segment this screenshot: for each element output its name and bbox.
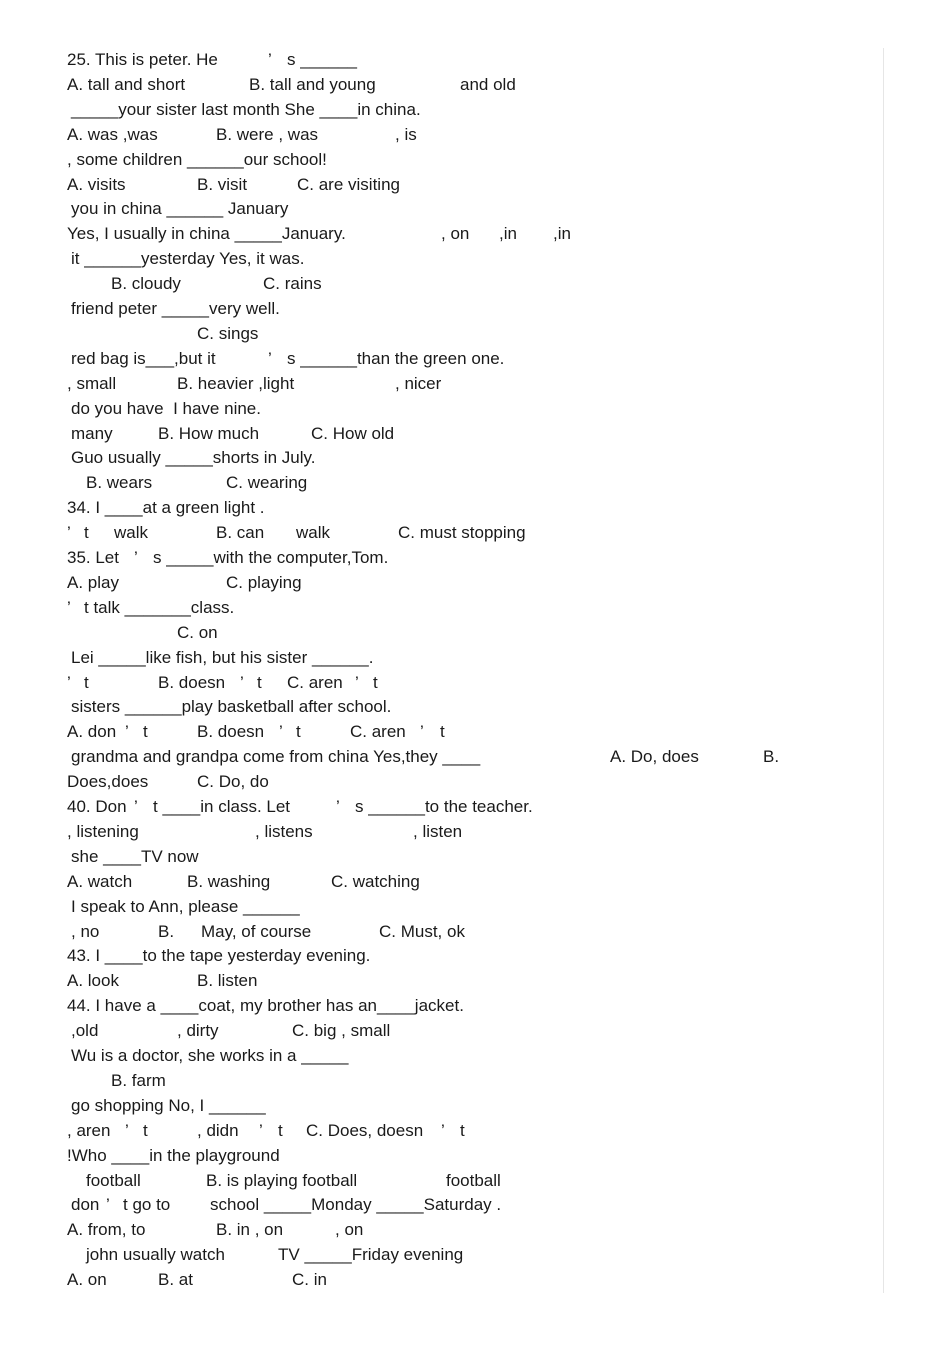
text-segment: school _____Monday _____Saturday . bbox=[210, 1195, 502, 1215]
text-segment: t ____in class. Let bbox=[153, 797, 291, 816]
text-segment: , listen bbox=[413, 821, 463, 841]
text-segment: ’ bbox=[134, 797, 138, 816]
text-segment: C. are visiting bbox=[297, 174, 400, 194]
text-segment: ’ bbox=[336, 797, 340, 816]
text-segment: t bbox=[296, 722, 301, 742]
text-segment: red bag is___,but it bbox=[71, 348, 216, 368]
text-segment: Lei _____like fish, but his sister ______. bbox=[71, 647, 374, 667]
text-segment: ’ bbox=[268, 50, 272, 69]
text-segment: t bbox=[84, 672, 89, 692]
text-segment: , listening bbox=[67, 821, 139, 841]
text-segment: ’ bbox=[67, 597, 71, 617]
text-segment: A. don bbox=[67, 722, 117, 742]
text-segment: t bbox=[143, 1120, 148, 1140]
text-segment: go shopping No, I ______ bbox=[71, 1095, 266, 1115]
text-segment: B. in , on bbox=[216, 1220, 284, 1240]
text-segment: C. rains bbox=[263, 274, 322, 294]
text-segment: B. tall and young bbox=[249, 74, 376, 94]
text-segment: May, of course bbox=[201, 921, 312, 941]
text-segment: !Who ____in the playground bbox=[67, 1145, 280, 1165]
text-segment: A. look bbox=[67, 971, 119, 991]
text-segment: , small bbox=[67, 373, 117, 393]
text-segment: C. on bbox=[177, 622, 218, 642]
text-segment: many bbox=[71, 423, 113, 443]
text-segment: walk bbox=[296, 523, 331, 543]
text-segment: ’ bbox=[240, 672, 244, 692]
text-segment: B. visit bbox=[197, 174, 248, 194]
text-segment: and old bbox=[460, 74, 516, 94]
text-segment: B. farm bbox=[111, 1070, 166, 1090]
text-segment: s _____with the computer,Tom. bbox=[153, 548, 389, 567]
text-segment: t bbox=[143, 722, 148, 742]
text-segment: B. bbox=[158, 921, 175, 941]
text-segment: C. watching bbox=[331, 871, 420, 891]
text-segment: s ______to the teacher. bbox=[355, 797, 533, 816]
text-segment: she ____TV now bbox=[71, 846, 199, 866]
text-segment: ’ bbox=[125, 1120, 129, 1140]
text-segment: s ______than the green one. bbox=[287, 348, 505, 368]
text-segment: t go to bbox=[123, 1195, 171, 1215]
text-segment: , on bbox=[441, 224, 470, 244]
text-segment: C. wearing bbox=[226, 473, 308, 493]
text-segment: you in china ______ January bbox=[71, 199, 289, 219]
text-segment: Does,does bbox=[67, 772, 149, 792]
text-segment: A. was ,was bbox=[67, 124, 158, 144]
text-segment: t bbox=[84, 523, 89, 543]
text-segment: Guo usually _____shorts in July. bbox=[71, 448, 316, 468]
text-segment: friend peter _____very well. bbox=[71, 299, 280, 318]
text-segment: 25. This is peter. He bbox=[67, 50, 218, 69]
text-segment: john usually watch bbox=[86, 1245, 225, 1265]
text-segment: 34. I ____at a green light . bbox=[67, 498, 265, 518]
text-segment: it ______yesterday Yes, it was. bbox=[71, 249, 305, 269]
text-segment: C. Must, ok bbox=[379, 921, 465, 941]
text-segment: , listens bbox=[255, 821, 313, 841]
text-segment: I speak to Ann, please ______ bbox=[71, 896, 300, 916]
text-segment: C. must stopping bbox=[398, 523, 526, 543]
text-segment: 44. I have a ____coat, my brother has an____jacket. bbox=[67, 996, 464, 1016]
text-segment: ,in bbox=[499, 224, 517, 244]
text-segment: B. doesn bbox=[158, 672, 226, 692]
text-segment: B. How much bbox=[158, 423, 260, 443]
text-segment: C. aren bbox=[350, 722, 406, 742]
text-segment: , on bbox=[335, 1220, 364, 1240]
text-segment: TV _____Friday evening bbox=[278, 1245, 464, 1265]
text-segment: ’ bbox=[67, 523, 71, 543]
text-segment: A. watch bbox=[67, 871, 133, 891]
text-segment: football bbox=[86, 1170, 141, 1190]
text-segment: B. doesn bbox=[197, 722, 265, 742]
text-segment: B. washing bbox=[187, 871, 271, 891]
text-segment: , didn bbox=[197, 1120, 239, 1140]
text-segment: B. listen bbox=[197, 971, 258, 991]
text-segment: C. in bbox=[292, 1270, 327, 1290]
text-segment: , no bbox=[71, 921, 100, 941]
text-segment: B. is playing football bbox=[206, 1170, 358, 1190]
text-segment: C. Do, do bbox=[197, 772, 269, 792]
text-segment: ’ bbox=[420, 722, 424, 742]
text-segment: A. play bbox=[67, 572, 119, 592]
text-segment: A. on bbox=[67, 1270, 107, 1290]
text-segment: , is bbox=[395, 124, 417, 144]
text-segment: _____your sister last month She ____in china. bbox=[71, 99, 421, 119]
text-segment: C. How old bbox=[311, 423, 395, 443]
text-segment: C. playing bbox=[226, 572, 302, 592]
page-edge-rule bbox=[883, 48, 884, 1293]
text-segment: ,old bbox=[71, 1021, 99, 1041]
text-segment: grandma and grandpa come from china Yes,they ____ bbox=[71, 747, 481, 767]
text-segment: B. at bbox=[158, 1270, 193, 1290]
text-segment: t bbox=[460, 1120, 465, 1140]
text-segment: football bbox=[446, 1170, 501, 1190]
text-segment: , nicer bbox=[395, 373, 442, 393]
text-segment: ’ bbox=[259, 1120, 263, 1140]
text-segment: B. bbox=[763, 747, 780, 767]
text-segment: t talk _______class. bbox=[84, 597, 235, 617]
text-segment: ’ bbox=[125, 722, 129, 742]
text-segment: A. tall and short bbox=[67, 74, 186, 94]
text-segment: t bbox=[278, 1120, 283, 1140]
text-segment: A. visits bbox=[67, 174, 126, 194]
text-segment: B. heavier ,light bbox=[177, 373, 295, 393]
text-segment: C. big , small bbox=[292, 1021, 391, 1041]
text-segment: B. were , was bbox=[216, 124, 319, 144]
text-segment: don bbox=[71, 1195, 100, 1215]
text-segment: 35. Let bbox=[67, 548, 119, 567]
text-segment: sisters ______play basketball after school. bbox=[71, 697, 392, 717]
text-segment: walk bbox=[114, 523, 149, 543]
text-segment: , some children ______our school! bbox=[67, 149, 327, 169]
text-segment: s ______ bbox=[287, 50, 357, 69]
text-segment: ’ bbox=[134, 548, 138, 567]
text-segment: 43. I ____to the tape yesterday evening. bbox=[67, 946, 371, 966]
text-segment: ’ bbox=[355, 672, 359, 692]
text-segment: ,in bbox=[553, 224, 571, 244]
text-segment: Wu is a doctor, she works in a _____ bbox=[71, 1046, 349, 1065]
text-segment: t bbox=[257, 672, 262, 692]
text-segment: B. cloudy bbox=[111, 274, 181, 294]
text-segment: ’ bbox=[268, 348, 272, 368]
text-segment: ’ bbox=[106, 1195, 110, 1215]
text-segment: t bbox=[373, 672, 378, 692]
text-segment: C. aren bbox=[287, 672, 343, 692]
text-segment: ’ bbox=[67, 672, 71, 692]
text-segment: , dirty bbox=[177, 1021, 219, 1041]
text-segment: Yes, I usually in china _____January. bbox=[67, 224, 346, 244]
text-segment: C. sings bbox=[197, 323, 259, 343]
text-segment: ’ bbox=[279, 722, 283, 742]
text-segment: A. from, to bbox=[67, 1220, 146, 1240]
text-segment: B. can bbox=[216, 523, 265, 543]
text-segment: ’ bbox=[441, 1120, 445, 1140]
text-segment: t bbox=[440, 722, 445, 742]
text-segment: C. Does, doesn bbox=[306, 1120, 424, 1140]
text-segment: A. Do, does bbox=[610, 747, 699, 767]
text-segment: , aren bbox=[67, 1120, 111, 1140]
text-segment: 40. Don bbox=[67, 797, 127, 816]
text-segment: do you have I have nine. bbox=[71, 398, 261, 418]
text-segment: B. wears bbox=[86, 473, 153, 493]
